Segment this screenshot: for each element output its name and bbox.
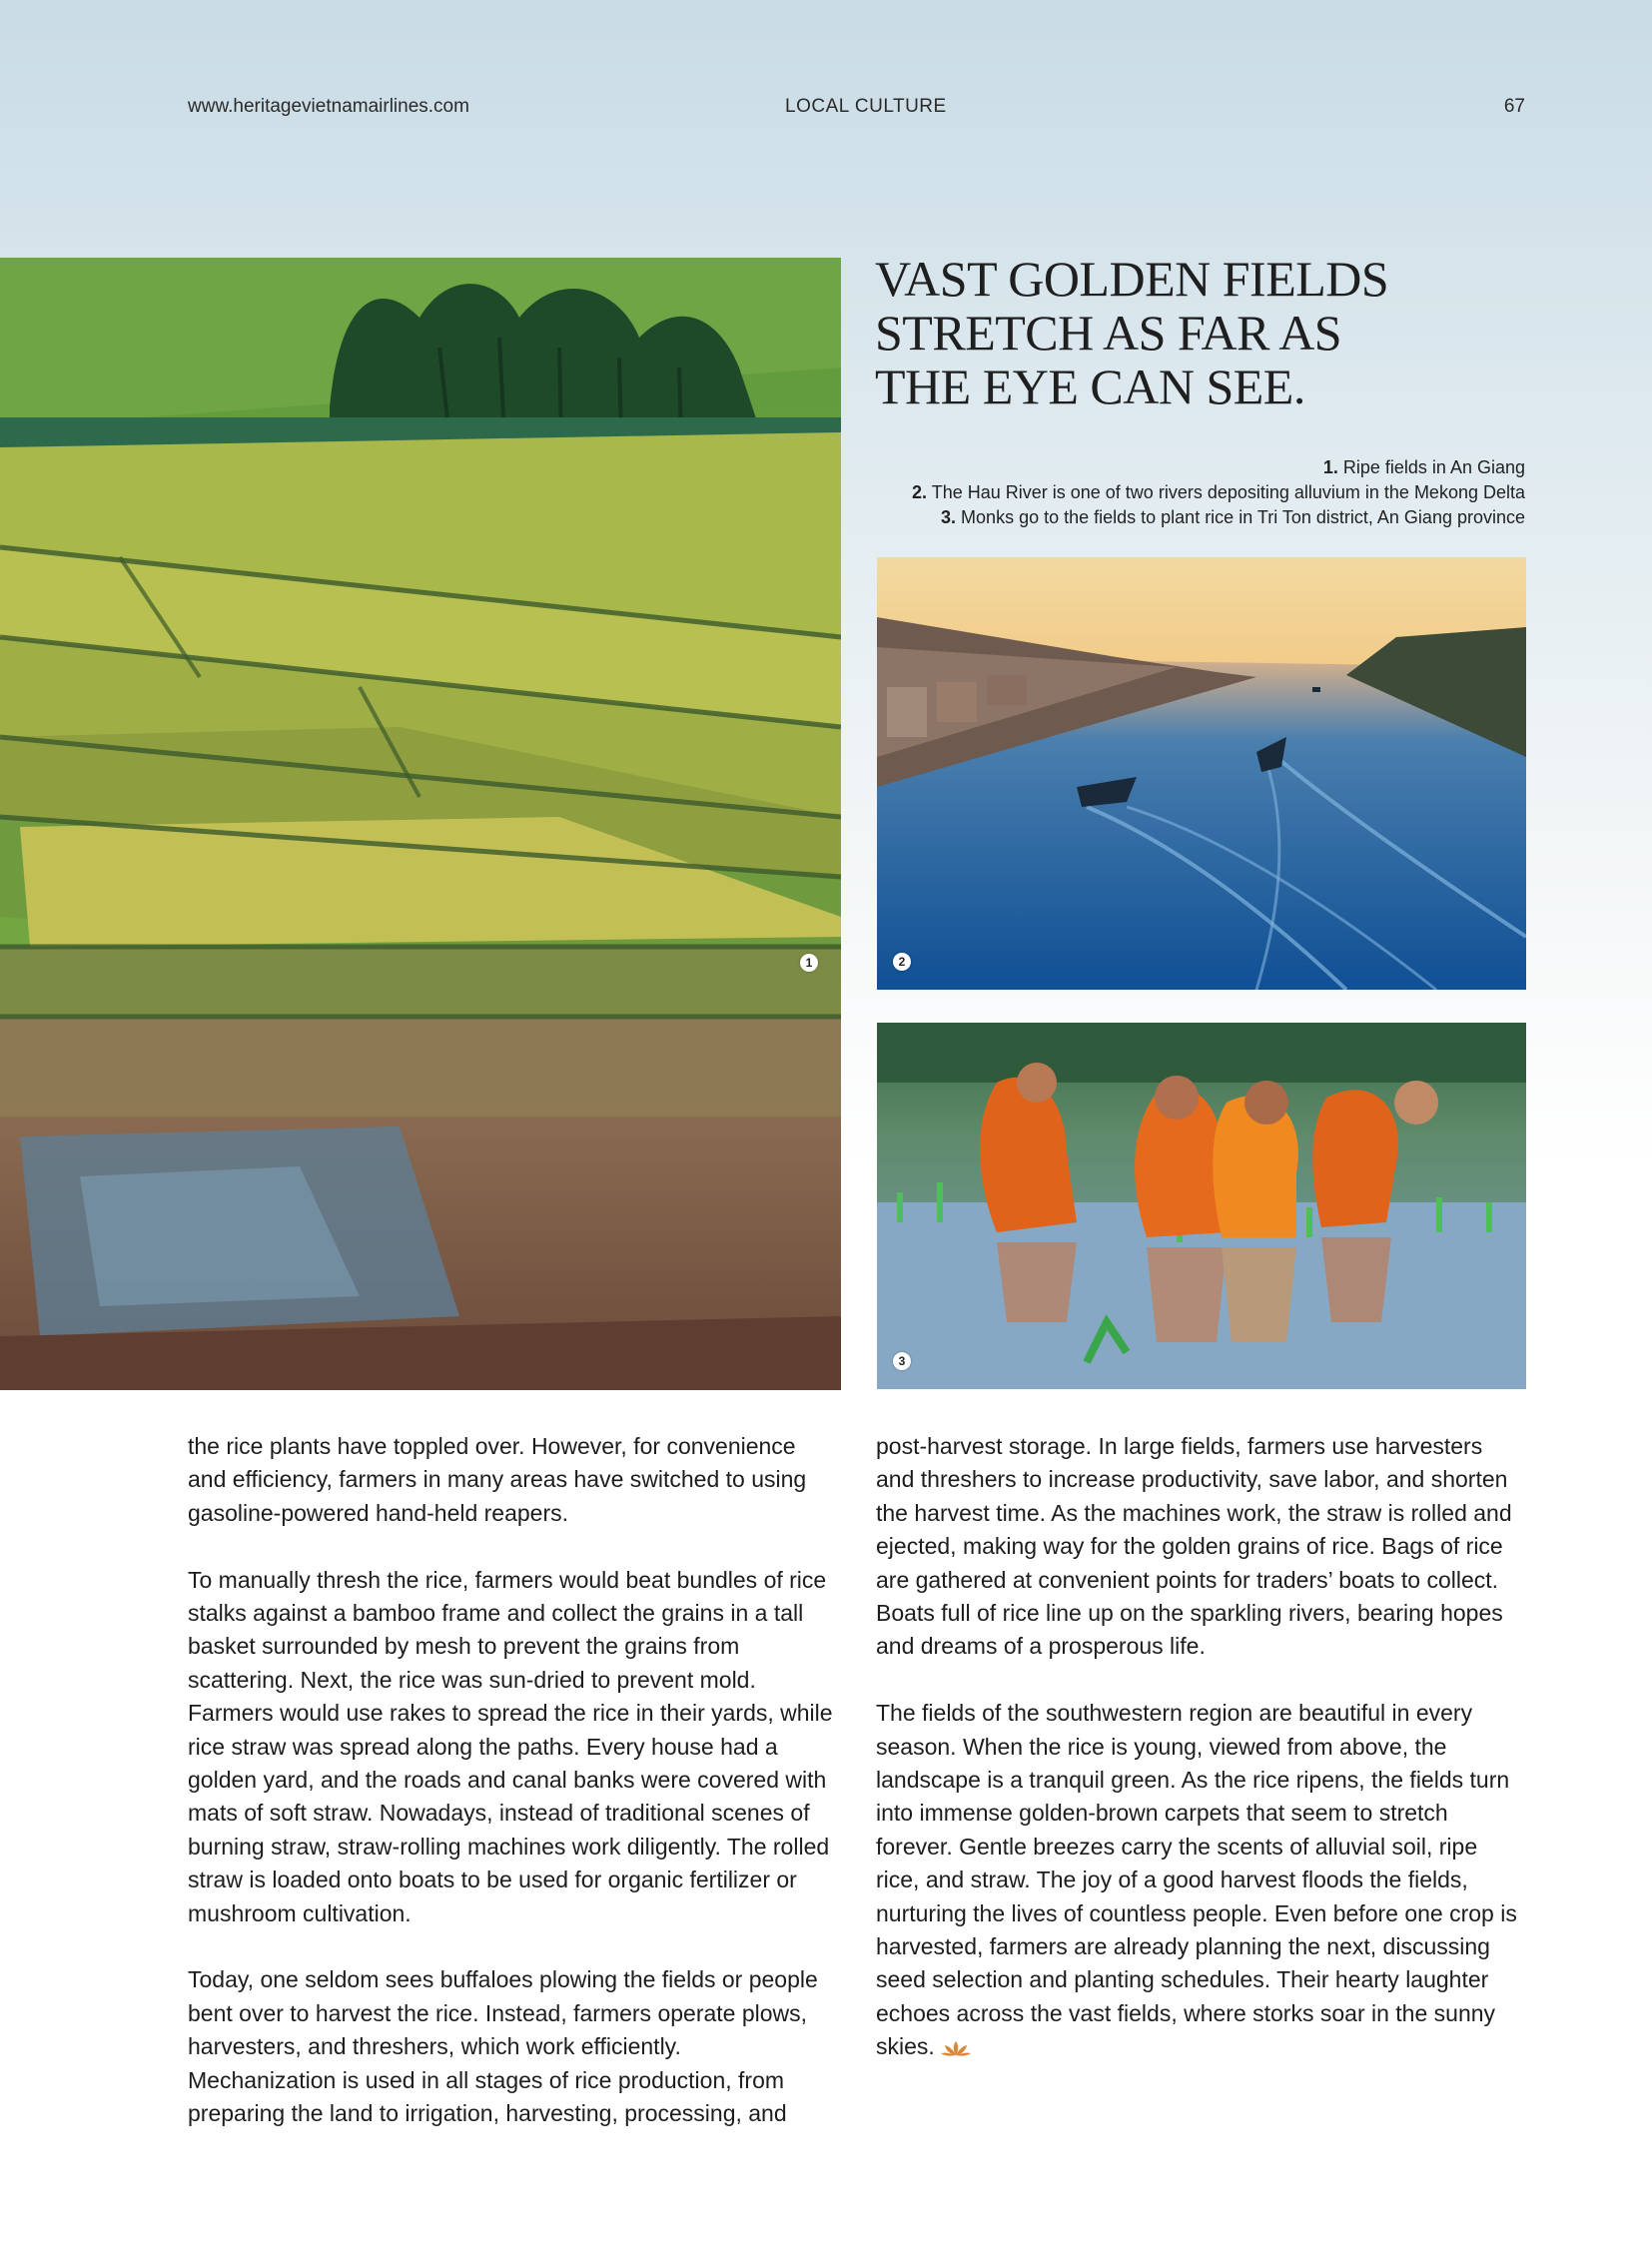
headline-line: VAST GOLDEN FIELDS [875,251,1389,307]
caption-text: Monks go to the fields to plant rice in Tri Ton district, An Giang province [961,507,1525,527]
caption-text: The Hau River is one of two rivers depositing alluvium in the Mekong Delta [931,482,1525,502]
headline-line: STRETCH AS FAR AS [875,305,1342,361]
section-label: LOCAL CULTURE [785,96,947,117]
rice-fields-illustration [0,258,841,1390]
photo-monks-planting [877,1023,1526,1389]
body-paragraph: Today, one seldom sees buffaloes plowing the fields or people bent over to harvest the rice. Instead, farmers operate plows, harvesters, and threshers, which work efficiently. Mechanization is used in all stages of rice production, from preparing the land to irrigation, harvesting, processing, and [188,1966,818,2127]
body-paragraph: post-harvest storage. In large fields, farmers use harvesters and threshers to increase productivity, save labor, and shorten the harvest time. As the machines work, the straw is rolled and ejected, making way for the golden grains of rice. Bags of rice are gathered at convenient points for traders’ boats to collect. Boats full of rice line up on the sparkling rivers, bearing hopes and dreams of a prosperous life. [876,1433,1512,1660]
photo-badge-2: 2 [893,953,911,971]
running-header [0,96,1652,120]
caption-2 [826,480,1525,505]
photo-badge-1: 1 [800,954,818,972]
caption-text: Ripe fields in An Giang [1342,457,1525,477]
lotus-icon [941,2032,971,2065]
body-paragraph-last [876,1697,1521,2065]
caption-number: 2. [912,482,928,502]
river-illustration [877,557,1526,990]
article-headline [875,252,1514,413]
caption-1 [826,455,1525,480]
caption-number: 1. [1322,457,1338,477]
photo-badge-3: 3 [893,1352,911,1370]
body-column-right [876,1430,1521,2065]
website-url[interactable]: www.heritagevietnamairlines.com [188,96,469,117]
monks-illustration [877,1023,1526,1389]
photo-rice-fields [0,258,841,1390]
photo-hau-river [877,557,1526,990]
page-number: 67 [1503,96,1525,117]
caption-number: 3. [941,507,957,527]
body-paragraph: To manually thresh the rice, farmers would beat bundles of rice stalks against a bamboo frame and collect the grains in a tall basket surrounded by mesh to prevent the grains from scattering. Next, the rice was sun-dried to prevent mold. Farmers would use rakes to spread the rice in their yards, while rice straw was spread along the paths. Every house had a golden yard, and the roads and canal banks were covered with mats of soft straw. Nowadays, instead of traditional scenes of burning straw, straw-rolling machines work diligently. The rolled straw is loaded onto boats to be used for organic fertilizer or mushroom cultivation. [188,1566,833,1926]
photo-captions [826,455,1525,530]
body-column-left [188,1430,833,2131]
caption-3 [826,505,1525,530]
body-paragraph: the rice plants have toppled over. However, for convenience and efficiency, farmers in many areas have switched to using gasoline-powered hand-held reapers. [188,1433,807,1526]
headline-line: THE EYE CAN SEE. [875,359,1305,414]
body-paragraph-text: The fields of the southwestern region are beautiful in every season. When the rice is young, viewed from above, the landscape is a tranquil green. As the rice ripens, the fields turn into immense golden-brown carpets that seem to stretch forever. Gentle breezes carry the scents of alluvial soil, ripe rice, and straw. The joy of a good harvest floods the fields, nurturing the lives of countless people. Even before one crop is harvested, farmers are already planning the next, discussing seed selection and planting schedules. Their hearty laughter echoes across the vast fields, where storks soar in the sunny skies. [876,1700,1517,2060]
